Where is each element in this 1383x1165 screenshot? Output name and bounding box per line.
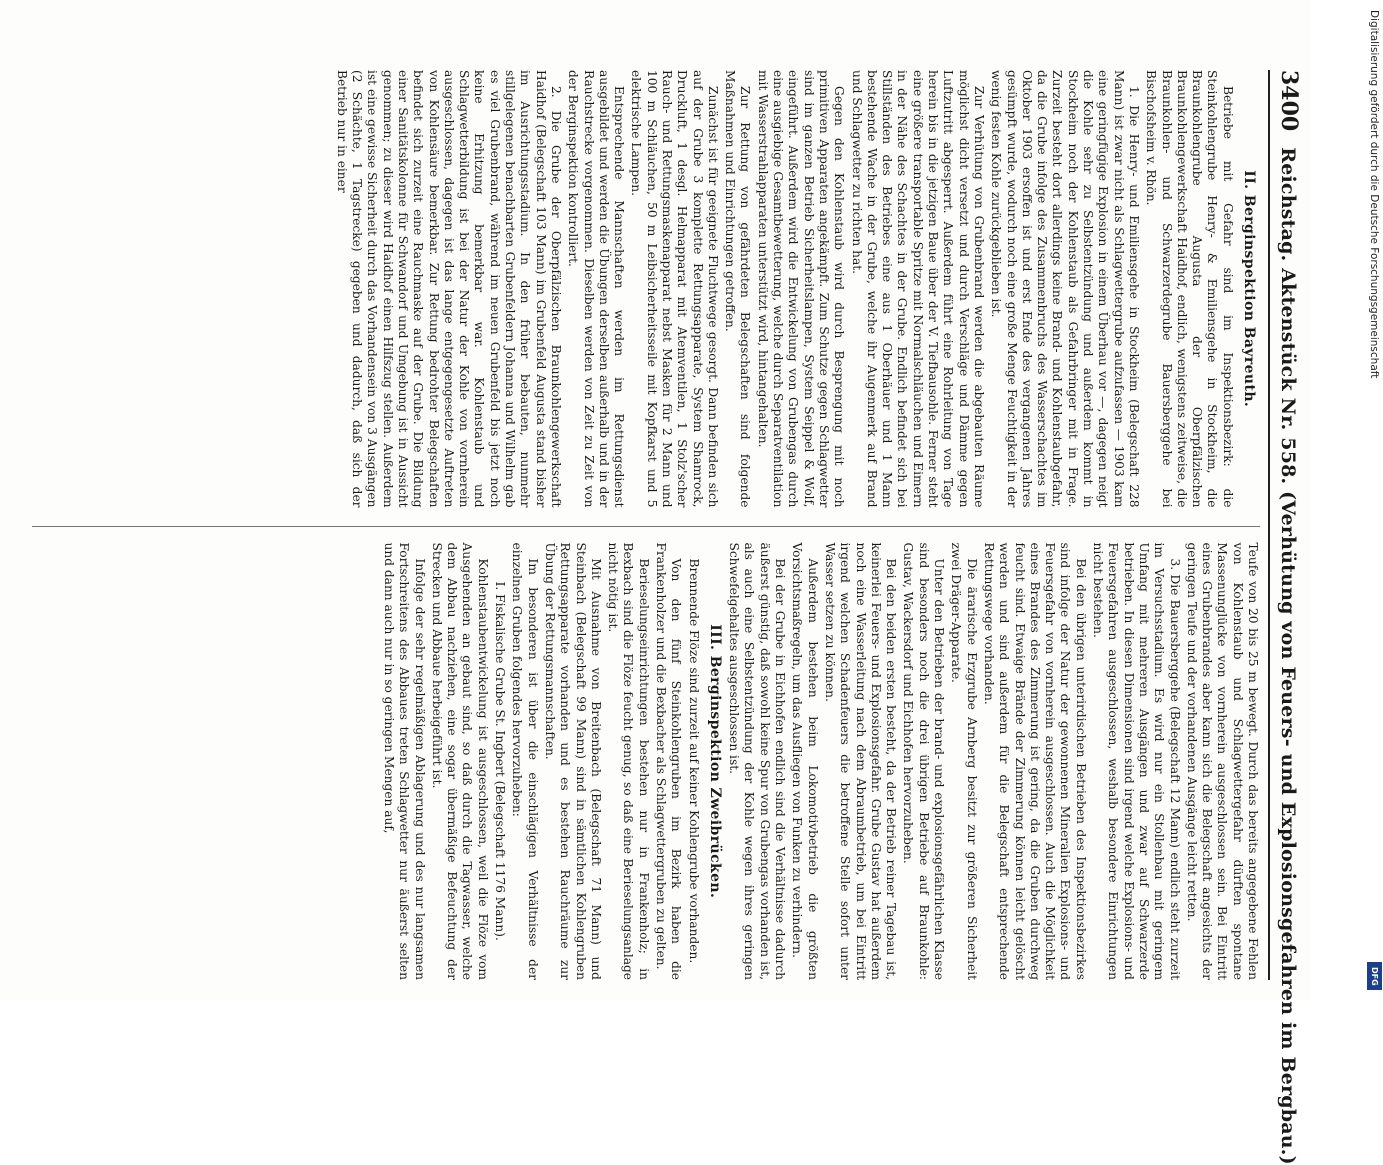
right-column	[32, 526, 1260, 981]
paragraph: Zur Rettung von gefährdeten Belegschaften sind folgende Maßnahmen und Einrichtungen getroffen.	[723, 70, 753, 508]
dfg-logo: DFG	[1367, 962, 1382, 990]
paragraph: Unter den Betrieben der brand- und explosionsgefährlichen Klasse sind besonders noch die drei übrigen Betriebe auf Braunkohle: Gustav, Wackersdorf und Eichhofen hervorzuheben.	[901, 542, 947, 980]
paragraph: Entsprechende Mannschaften werden im Rettungsdienst ausgebildet und werden die Übungen derselben außerhalb und in der Rauchstrecke vorgenommen. Dieselben werden von Zeit zu Zeit von der Berginspektion kontrolliert.	[566, 70, 627, 508]
credit-text: Digitalisierung gefördert durch die Deutsche Forschungsgemeinschaft	[1368, 10, 1380, 379]
paragraph: Infolge der sehr regelmäßigen Ablagerung und des nur langsamen Fortschreitens des Abbaues treten Schlagwetter nur äußerst selten und dann auch nur in so geringen Mengen auf,	[381, 542, 427, 980]
left-column	[32, 70, 1260, 508]
paragraph: Im besonderen ist über die einschlägigen Verhältnisse der einzelnen Gruben folgendes hervorzuheben:	[510, 542, 540, 980]
paragraph: Die ärarische Erzgrube Arnberg besitzt zur größeren Sicherheit zwei Dräger-Apparate.	[949, 542, 979, 980]
text-columns	[32, 70, 1260, 980]
paragraph: Bei den übrigen unterirdischen Betrieben des Inspektionsbezirkes sind infolge der Natur der gewonnenen Mineralien Explosions- und Feuersgefahr von vornherein ausgeschlossen. Auch die Möglichkeit eines Brandes des Zimmerung ist gering, da die Gruben durchweg feucht sind. Etwaige Brände der Zimmerung können leicht gelöscht werden und sind außerdem für die Belegschaft entsprechende Rettungswege vorhanden.	[981, 542, 1088, 980]
page-number: 3400	[1276, 70, 1302, 132]
page-title: Reichstag. Aktenstück Nr. 558. (Verhütung von Feuers- und Explosionsgefahren im Bergbau.)	[1277, 147, 1299, 1165]
paragraph: 2. Die Grube der Oberpfälzischen Braunkohlengewerkschaft Haidhof (Belegschaft 103 Mann) im Grubenfeld Augusta stand bisher im Ausrichtungsstadium. In den früher bebauten, nunmehr stillgelegenen benachbarten Grubenfeldern Johanna und Wilhelm gab es viel Grubenbrand, während im neuen Grubenfeld bis jetzt noch keine Erhitzung bemerkbar war. Kohlenstaub und Schlagwetterbildung ist bei der Natur der Kohle von vornherein ausgeschlossen, dagegen ist das lange entgegengesetzte Auftreten von Kohlensäure bemerkbar. Zur Rettung bedrohter Belegschaften befindet sich zurzeit eine Rauchmaske auf der Grube. Die Bildung einer Sanitätskolonne für Schwandorf und Umgebung ist in Aussicht genommen; zu dieser wird Haidhof einen Hilfszug stellen. Außerdem ist eine gewisse Sicherheit durch das Vorhandensein von 3 Ausgängen (2 Schächte, 1 Tagstrecke) gegeben und dadurch, daß sich der Betrieb nur in einer	[334, 70, 563, 508]
paragraph: Außerdem bestehen beim Lokomotivbetrieb die größten Vorsichtsmaßregeln, um das Ausfliegen von Funken zu verhindern.	[790, 542, 820, 980]
paragraph: Zunächst ist für geeignete Fluchtwege gesorgt. Dann befinden sich auf der Grube 3 komplette Rettungsapparate, System Shamrock, Druckluft, 1 desgl. Helmapparat mit Atemventilen, 1 Stolz'scher Rauch- und Rettungsmaskenapparat nebst Masken für 2 Mann und 100 m Schläuchen, 50 m Leibsicherheitsseile mit Kopfkarst und 5 elektrische Lampen.	[629, 70, 720, 508]
paragraph: Berieselungseinrichtungen bestehen nur in Frankenholz; in Bexbach sind die Flöze feucht genug, so daß eine Berieselungsanlage nicht nötig ist.	[606, 542, 651, 980]
paragraph: Mit Ausnahme von Breitenbach (Belegschaft 71 Mann) und Steinbach (Belegschaft 99 Mann) sind in sämtlichen Kohlengruben Rettungsapparate vorhanden und es bestehen Rauchräume zur Übung der Rettungsmannschaften.	[542, 542, 603, 980]
paragraph: Kohlenstaubentwickelung ist ausgeschlossen, weil die Flöze vom Ausgehenden an gebaut sind, so daß durch die Tagwasser, welche dem Abbau nachziehen, eine sogar übermäßige Befeuchtung der Strecken und Abbaue herbeigeführt ist.	[429, 542, 490, 980]
page-header	[1268, 70, 1302, 1165]
paragraph: Brennende Flöze sind zurzeit auf keiner Kohlengrube vorhanden.	[686, 558, 701, 964]
section-heading-zweibruecken: III. Berginspektion Zweibrücken.	[706, 624, 723, 899]
paragraph: Betriebe mit Gefahr sind im Inspektionsbezirk: die Steinkohlengrube Henry- & Emiliensgehe in Stockheim, die Braunkohlengrube Augusta der Oberpfälzischen Braunkohlengewerkschaft Haidhof, endlich, wenigstens zeitweise, die Braunkohlen- und Schwarzerdegrube Bauersberggehe bei Bischofsheim v. Rhön.	[1144, 70, 1235, 508]
paragraph: Bei der Grube in Eichhofen endlich sind die Verhältnisse dadurch äußerst günstig, daß sowohl keine Spur von Grubengas vorhanden ist, als auch eine Selbstentzündung der Kohle wegen ihres geringen Schwefelgehaltes ausgeschlossen ist.	[727, 542, 788, 980]
section-heading-bayreuth: II. Berginspektion Bayreuth.	[1241, 170, 1257, 408]
paragraph: Zur Verhütung von Grubenbrand werden die abgebauten Räume möglichst dicht versetzt und durch Verschläge und Dämme gegen Luftzutritt abgesperrt. Außerdem führt eine Rohrleitung von Tage herein bis in die jetzigen Baue über der V. Tiefbausohle. Ferner steht eine größere transportable Spritze mit Normalschläuchen und Eimern in der Nähe des Schachtes in der Grube. Endlich befindet sich bei Stillständen des Betriebes eine aus 1 Oberhäuer und 1 Mann bestehende Wache in der Grube, welche ihr Augenmerk auf Brand und Schlagwetter zu richten hat.	[849, 70, 986, 508]
sub-heading: I. Fiskalische Grube St. Ingbert (Belegschaft 1176 Mann).	[493, 581, 508, 941]
digitization-credit-bar	[1366, 0, 1383, 1000]
paragraph: 3. Die Bauersberggehe (Belegschaft 12 Mann) endlich steht zurzeit im Versuchsstadium. Es wird nur ein Stollenbau mit geringem Umfang mit mehreren Ausgängen und zwar auf Schwarzerde betrieben. In diesen Dimensionen sind irgend welche Explosions- und Feuersgefahren ausgeschlossen, weshalb besondere Einrichtungen nicht bestehen.	[1091, 542, 1182, 980]
paragraph: Teufe von 20 bis 25 m bewegt. Durch das bereits angegebene Fehlen von Kohlenstaub und Schlagwettergefahr dürften spontane Massenunglücke von vornherein ausgeschlossen sein. Bei Eintritt eines Grubenbrandes aber kann sich die Belegschaft angesichts der geringen Teufe und der vorhandenen Ausgänge leicht retten.	[1184, 542, 1260, 980]
paragraph: 1. Die Henry- und Emiliensgehe in Stockheim (Belegschaft 228 Mann) ist zwar nicht als Schlagwettergrube aufzufassen — 1903 kam eine geringfügige Explosion in einem Überhau vor —, dagegen neigt die Kohle sehr zu Selbstentzündung und außerdem kommt in Stockheim noch der Kohlenstaub als Gefahrbringer mit in Frage. Zurzeit besteht dort allerdings keine Brand- und Kohlenstaubgefahr, da die Grube infolge des Zusammenbruchs des Wasserschachtes im Oktober 1903 ersoffen ist und erst Ende des vergangenen Jahres gesümpft wurde, wodurch noch eine große Menge Feuchtigkeit in der wenig festen Kohle zurückgeblieben ist.	[989, 70, 1141, 508]
paragraph: Bei den beiden ersten besteht, da der Betrieb reiner Tagebau ist, keinerlei Feuers- und Explosionsgefahr. Grube Gustav hat außerdem noch eine Wasserleitung nach dem Abraumbetrieb, um bei Eintritt irgend welchen Schadenfeuers die betroffene Stelle sofort unter Wasser setzen zu können.	[822, 542, 899, 980]
paragraph: Gegen den Kohlenstaub wird durch Besprengung mit noch primitiven Apparaten angekämpft. Zum Schutze gegen Schlagwetter sind im ganzen Betrieb Sicherheitslampen, System Seippel & Wolf, eingeführt. Außerdem wird die Entwickelung von Grubengas durch eine ausgiebige Gesamtbewetterung, welche durch Separatventilation mit Wasserstrahlapparaten unterstützt wird, hintangehalten.	[755, 70, 847, 508]
paragraph: Von den fünf Steinkohlengruben im Bezirk haben die Frankenholzer und die Bexbacher als Schlagwettergruben zu gelten.	[654, 542, 684, 980]
